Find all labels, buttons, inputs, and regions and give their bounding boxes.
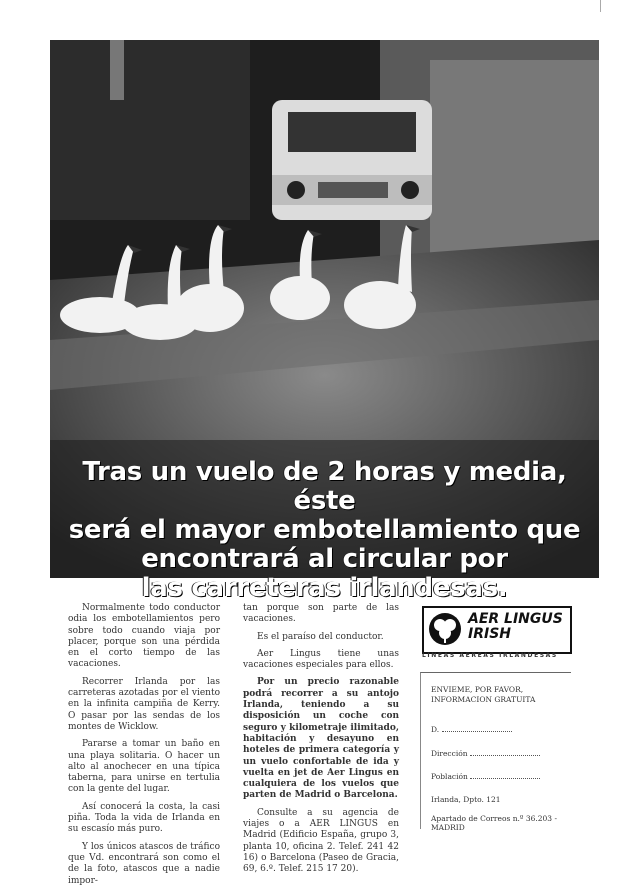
body-paragraph: Es el paraíso del conductor. (257, 631, 384, 642)
aer-lingus-logo (422, 606, 572, 654)
headline-line-4: las carreteras irlandesas. (141, 573, 508, 603)
logo-line-2: IRISH (468, 626, 511, 642)
coupon-header-line-2: INFORMACION GRATUITA (431, 695, 536, 704)
body-paragraph: Y los únicos atascos de tráfico que Vd. encontrará son como el de la foto, atascos que a nadie impor- (68, 841, 220, 886)
logo-wordmark (468, 612, 563, 642)
coupon-address-blank[interactable] (470, 749, 540, 756)
body-paragraph: Normalmente todo conductor odia los embotellamientos pero sobre todo cuando viaja por placer, porque son una pérdida en el corto tiempo de las vacaciones. (68, 603, 220, 670)
logo-subtitle: LINEAS AEREAS IRLANDESAS (422, 652, 558, 659)
body-column-2 (243, 603, 399, 882)
logo-line-1: AER LINGUS (468, 611, 563, 627)
coupon-header (431, 685, 535, 705)
crop-mark (600, 0, 601, 12)
coupon-address-label: Dirección (431, 749, 468, 758)
coupon-name-field[interactable] (431, 725, 567, 734)
headline-line-2: será el mayor embotellamiento que (68, 515, 581, 545)
advertisement-photo (50, 40, 599, 603)
body-paragraph: Recorrer Irlanda por las carreteras azotadas por el viento en la infinita campiña de Kerry. O pasar por las sendas de los montes de Wicklow. (68, 676, 220, 732)
body-paragraph: Pararse a tomar un baño en una playa solitaria. O hacer un alto al anochecer en una típica taberna, para unirse en tertulia con la gente del lugar. (68, 739, 220, 795)
body-column-1 (68, 603, 220, 893)
shamrock-icon (428, 612, 462, 646)
offer-paragraph: Por un precio razonable podrá recorrer a su antojo Irlanda, teniendo a su disposición un coche con seguro y kilometraje ilimitado, habitación y desayuno en hoteles de primera categoría y un vuelo confortable de ida y vuelta en jet de Aer Lingus en cualquiera de los vuelos que parten de Madrid o Barcelona. (243, 677, 399, 801)
coupon-name-blank[interactable] (442, 725, 512, 732)
coupon-name-label: D. (431, 725, 440, 734)
coupon-address-field[interactable] (431, 749, 567, 758)
headline (50, 458, 599, 603)
coupon-footer-2: Apartado de Correos n.º 36.203 - MADRID (431, 814, 557, 832)
coupon-town-blank[interactable] (470, 772, 540, 779)
body-paragraph: Así conocerá la costa, la casi piña. Toda la vida de Irlanda en su escasío más puro. (68, 801, 220, 835)
body-paragraph: tan porque son parte de las vacaciones. (243, 603, 399, 625)
coupon-footer-1: Irlanda, Dpto. 121 (431, 795, 501, 804)
body-paragraph: Consulte a su agencia de viajes o a AER LINGUS en Madrid (Edificio España, grupo 3, planta 10, oficina 2. Telef. 241 42 16) o Barcelona (Paseo de Gracia, 69, 6.º. Telef. 215 17 20). (243, 807, 399, 875)
headline-line-1: Tras un vuelo de 2 horas y media, éste (82, 457, 567, 516)
body-paragraph: Aer Lingus tiene unas vacaciones especiales para ellos. (243, 648, 399, 671)
coupon-town-label: Población (431, 772, 468, 781)
headline-line-3: encontrará al circular por (141, 544, 508, 574)
coupon-town-field[interactable] (431, 772, 567, 781)
coupon-header-line-1: ENVIEME, POR FAVOR, (431, 685, 524, 694)
information-coupon (420, 672, 571, 832)
